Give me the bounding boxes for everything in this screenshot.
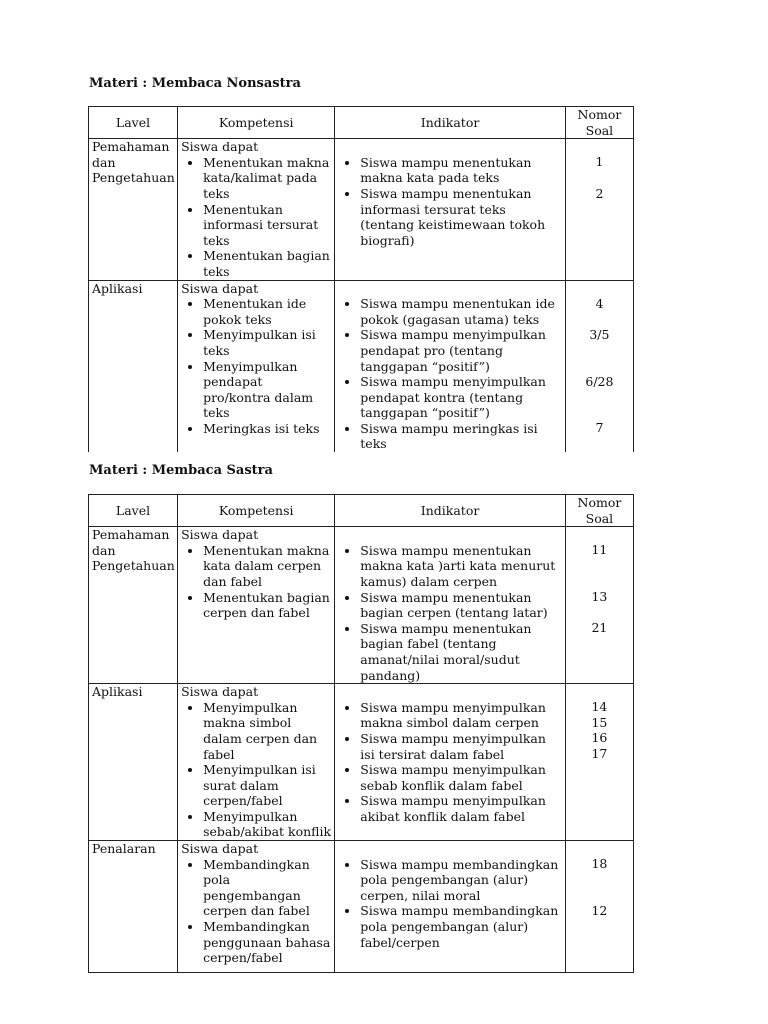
- section-1-title: Materi : Membaca Nonsastra: [89, 76, 301, 91]
- header-level: Lavel: [89, 107, 178, 139]
- nomor-value: 1: [595, 154, 604, 170]
- nomor-cell: [565, 527, 633, 684]
- kompetensi-cell: [178, 684, 335, 841]
- list-item: • Siswa mampu menentukan informasi tersurat teks (tentang keistimewaan tokoh biografi): [360, 186, 562, 248]
- list-item: • Siswa mampu menyimpulkan akibat konflik dalam fabel: [360, 793, 562, 824]
- nomor-value: 16: [591, 730, 608, 746]
- list-item: • Menentukan bagian teks: [203, 248, 331, 279]
- list-item: • Menentukan makna kata dalam cerpen dan fabel: [203, 543, 331, 590]
- list-item: • Membandingkan penggunaan bahasa cerpen/fabel: [203, 919, 331, 966]
- nomor-value: 12: [591, 902, 608, 918]
- kompetensi-cell: [178, 139, 335, 280]
- kompetensi-intro: Siswa dapat: [181, 280, 259, 296]
- table-sastra: [88, 494, 634, 973]
- indikator-cell: [335, 684, 566, 841]
- list-item: • Siswa mampu menentukan ide pokok (gagasan utama) teks: [360, 296, 562, 327]
- table-row: [89, 139, 634, 280]
- nomor-value: 18: [591, 856, 608, 872]
- list-item: • Menentukan informasi tersurat teks: [203, 202, 331, 249]
- indikator-cell: [335, 280, 566, 452]
- nomor-value: 13: [591, 588, 608, 604]
- kompetensi-cell: [178, 527, 335, 684]
- nomor-cell: [565, 139, 633, 280]
- list-item: • Menentukan ide pokok teks: [203, 296, 331, 327]
- header-nomor-soal: Nomor Soal: [565, 495, 633, 527]
- indikator-cell: [335, 841, 566, 973]
- list-item: • Menyimpulkan sebab/akibat konflik: [203, 809, 331, 840]
- list-item: • Siswa mampu menyimpulkan sebab konflik dalam fabel: [360, 762, 562, 793]
- header-kompetensi: Kompetensi: [178, 107, 335, 139]
- nomor-cell: [565, 684, 633, 841]
- list-item: • Menyimpulkan pendapat pro/kontra dalam teks: [203, 359, 331, 421]
- nomor-value: 11: [591, 542, 608, 558]
- nomor-cell: [565, 280, 633, 452]
- table-header-row: [89, 107, 634, 139]
- kompetensi-intro: Siswa dapat: [181, 684, 259, 700]
- table-row: [89, 280, 634, 452]
- level-cell: Penalaran: [89, 841, 178, 973]
- list-item: • Siswa mampu menentukan bagian fabel (tentang amanat/nilai moral/sudut pandang): [360, 621, 562, 683]
- header-kompetensi: Kompetensi: [178, 495, 335, 527]
- nomor-value: 14: [591, 699, 608, 715]
- list-item: • Siswa mampu menyimpulkan pendapat kontra (tentang tanggapan “positif”): [360, 374, 562, 421]
- indikator-cell: [335, 139, 566, 280]
- level-cell: Pemahaman dan Pengetahuan: [89, 527, 178, 684]
- list-item: • Menentukan makna kata/kalimat pada teks: [203, 155, 331, 202]
- list-item: • Siswa mampu menyimpulkan isi tersirat dalam fabel: [360, 731, 562, 762]
- kompetensi-intro: Siswa dapat: [181, 527, 259, 543]
- header-nomor-soal: Nomor Soal: [565, 107, 633, 139]
- list-item: • Membandingkan pola pengembangan cerpen dan fabel: [203, 857, 331, 919]
- nomor-value: 7: [595, 420, 604, 436]
- list-item: • Menentukan bagian cerpen dan fabel: [203, 590, 331, 621]
- header-level: Lavel: [89, 495, 178, 527]
- list-item: • Menyimpulkan makna simbol dalam cerpen dan fabel: [203, 700, 331, 762]
- list-item: • Siswa mampu membandingkan pola pengembangan (alur) cerpen, nilai moral: [360, 857, 562, 904]
- level-cell: Aplikasi: [89, 280, 178, 452]
- list-item: • Siswa mampu meringkas isi teks: [360, 421, 562, 452]
- nomor-cell: [565, 841, 633, 973]
- list-item: • Siswa mampu menyimpulkan pendapat pro (tentang tanggapan “positif”): [360, 327, 562, 374]
- kompetensi-cell: [178, 841, 335, 973]
- table-row: [89, 684, 634, 841]
- indikator-cell: [335, 527, 566, 684]
- nomor-value: 4: [595, 295, 604, 311]
- level-cell: Aplikasi: [89, 684, 178, 841]
- list-item: • Siswa mampu menentukan makna kata )arti kata menurut kamus) dalam cerpen: [360, 543, 562, 590]
- kompetensi-intro: Siswa dapat: [181, 139, 259, 155]
- nomor-value: 17: [591, 745, 608, 761]
- nomor-value: 2: [595, 185, 604, 201]
- kompetensi-intro: Siswa dapat: [181, 841, 259, 857]
- header-indikator: Indikator: [335, 107, 566, 139]
- list-item: • Siswa mampu menentukan bagian cerpen (tentang latar): [360, 590, 562, 621]
- nomor-value: 3/5: [589, 327, 610, 343]
- list-item: • Menyimpulkan isi surat dalam cerpen/fabel: [203, 762, 331, 809]
- table-row: [89, 527, 634, 684]
- nomor-value: 15: [591, 714, 608, 730]
- table-row: [89, 841, 634, 973]
- list-item: • Siswa mampu membandingkan pola pengembangan (alur) fabel/cerpen: [360, 903, 562, 950]
- list-item: • Siswa mampu menyimpulkan makna simbol dalam cerpen: [360, 700, 562, 731]
- table-header-row: [89, 495, 634, 527]
- section-2-title: Materi : Membaca Sastra: [89, 463, 273, 478]
- list-item: • Meringkas isi teks: [203, 421, 331, 437]
- header-indikator: Indikator: [335, 495, 566, 527]
- nomor-value: 6/28: [585, 373, 614, 389]
- nomor-value: 21: [591, 620, 608, 636]
- level-cell: Pemahaman dan Pengetahuan: [89, 139, 178, 280]
- list-item: • Menyimpulkan isi teks: [203, 327, 331, 358]
- table-nonsastra: [88, 106, 634, 452]
- list-item: • Siswa mampu menentukan makna kata pada teks: [360, 155, 562, 186]
- kompetensi-cell: [178, 280, 335, 452]
